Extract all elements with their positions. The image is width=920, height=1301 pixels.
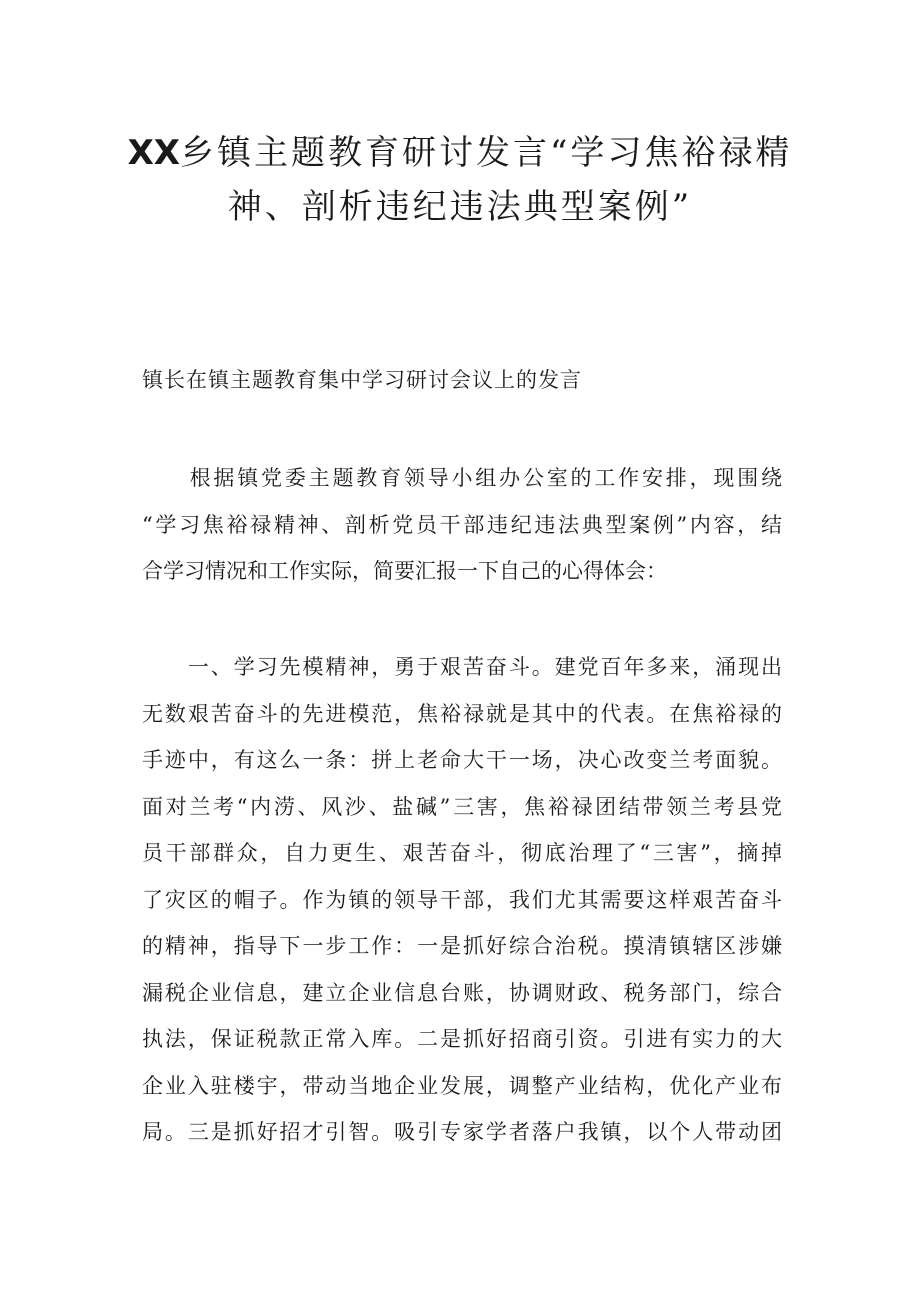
title-line-1 bbox=[110, 126, 810, 180]
paragraph-line: 的精神，指导下一步工作：一是抓好综合治税。摸清镇辖区涉嫌 bbox=[142, 934, 782, 958]
paragraph-line: 企业入驻楼宇，带动当地企业发展，调整产业结构，优化产业布 bbox=[142, 1073, 782, 1098]
paragraph-line: 执法，保证税款正常入库。二是抓好招商引资。引进有实力的大 bbox=[142, 1027, 782, 1051]
paragraph-line: 合学习情况和工作实际，简要汇报一下自己的心得体会： bbox=[142, 559, 667, 583]
paragraph-line: 根据镇党委主题教育领导小组办公室的工作安排，现围绕 bbox=[142, 466, 782, 490]
document-subtitle: 镇长在镇主题教育集中学习研讨会议上的发言 bbox=[142, 368, 582, 392]
paragraph-line: 一、学习先模精神，勇于艰苦奋斗。建党百年多来，涌现出 bbox=[142, 655, 782, 679]
paragraph-2 bbox=[142, 644, 782, 1156]
document-title bbox=[110, 126, 810, 234]
paragraph-line: 无数艰苦奋斗的先进模范，焦裕禄就是其中的代表。在焦裕禄的 bbox=[142, 701, 782, 726]
paragraph-line: 局。三是抓好招才引智。吸引专家学者落户我镇，以个人带动团 bbox=[142, 1120, 782, 1144]
title-line-1-text: 乡镇主题教育研讨发言“学习焦裕禄精 bbox=[180, 133, 793, 173]
paragraph-line: 漏税企业信息，建立企业信息台账，协调财政、税务部门，综合 bbox=[142, 980, 782, 1005]
paragraph-line: “学习焦裕禄精神、剖析党员干部违纪违法典型案例”内容，结 bbox=[142, 512, 782, 537]
paragraph-line: 面对兰考“内涝、风沙、盐碱”三害，焦裕禄团结带领兰考县党 bbox=[142, 794, 782, 819]
paragraph-line: 员干部群众，自力更生、艰苦奋斗，彻底治理了“三害”，摘掉 bbox=[142, 841, 782, 865]
paragraph-line: 了灾区的帽子。作为镇的领导干部，我们尤其需要这样艰苦奋斗 bbox=[142, 887, 782, 912]
title-line-2: 神、剖析违纪违法典型案例” bbox=[227, 187, 693, 227]
paragraph-1 bbox=[142, 455, 782, 595]
title-prefix: XX bbox=[127, 133, 181, 173]
paragraph-line: 手迹中，有这么一条：拼上老命大干一场，决心改变兰考面貌。 bbox=[142, 748, 782, 772]
